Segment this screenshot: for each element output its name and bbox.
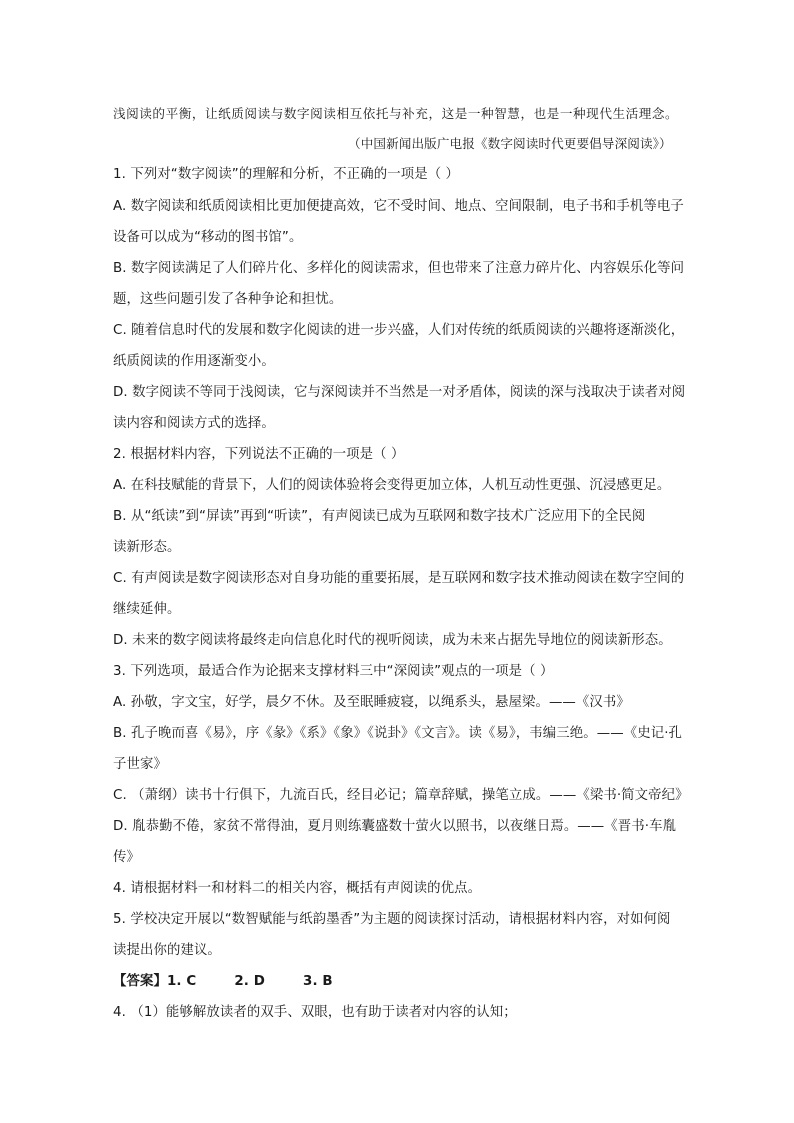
question-4-stem: 4. 请根据材料一和材料二的相关内容，概括有声阅读的优点。 <box>113 881 482 896</box>
question-3-option-d: D. 胤恭勤不倦，家贫不常得油，夏月则练囊盛数十萤火以照书，以夜继日焉。——《晋书·车胤 <box>113 819 677 834</box>
passage-last-line: 浅阅读的平衡，让纸质阅读与数字阅读相互依托与补充，这是一种智慧，也是一种现代生活理念。 <box>113 106 679 121</box>
question-1-option-d-cont: 读内容和阅读方式的选择。 <box>113 416 275 431</box>
passage-source: （中国新闻出版广电报《数字阅读时代更要倡导深阅读》） <box>348 136 672 151</box>
question-3-option-d-cont: 传》 <box>113 850 140 865</box>
question-3-stem: 3. 下列选项，最适合作为论据来支撑材料三中“深阅读”观点的一项是（ ） <box>113 664 554 679</box>
question-3-option-b: B. 孔子晚而喜《易》，序《彖》《系》《象》《说卦》《文言》。读《易》，韦编三绝。——《史记·孔 <box>113 726 683 741</box>
question-1-option-a-cont: 设备可以成为“移动的图书馆”。 <box>113 230 303 245</box>
answer-4-point-1: 4. （1）能够解放读者的双手、双眼，也有助于读者对内容的认知； <box>113 1005 517 1020</box>
question-2-option-c-cont: 继续延伸。 <box>113 602 181 617</box>
question-1-option-a: A. 数字阅读和纸质阅读相比更加便捷高效，它不受时间、地点、空间限制，电子书和手机等电子 <box>113 199 684 214</box>
question-2-option-d: D. 未来的数字阅读将最终走向信息化时代的视听阅读，成为未来占据先导地位的阅读新形态。 <box>113 633 672 648</box>
question-1-option-b: B. 数字阅读满足了人们碎片化、多样化的阅读需求，但也带来了注意力碎片化、内容娱乐化等问 <box>113 261 685 276</box>
answer-label: 【答案】 <box>113 974 167 989</box>
question-1-option-c-cont: 纸质阅读的作用逐渐变小。 <box>113 354 275 369</box>
question-2-option-c: C. 有声阅读是数字阅读形态对自身功能的重要拓展，是互联网和数字技术推动阅读在数字空间的 <box>113 571 685 586</box>
question-2-option-b-cont: 读新形态。 <box>113 540 181 555</box>
answer-line <box>113 972 333 992</box>
question-2-option-a: A. 在科技赋能的背景下，人们的阅读体验将会变得更加立体，人机互动性更强、沉浸感更足。 <box>113 478 671 493</box>
question-1-option-d: D. 数字阅读不等同于浅阅读，它与深阅读并不当然是一对矛盾体，阅读的深与浅取决于读者对阅 <box>113 385 686 400</box>
question-1-option-b-cont: 题，这些问题引发了各种争论和担忧。 <box>113 292 343 307</box>
question-5-stem: 5. 学校决定开展以“数智赋能与纸韵墨香”为主题的阅读探讨活动，请根据材料内容，对如何阅 <box>113 912 671 927</box>
question-2-option-b: B. 从“纸读”到“屏读”再到“听读”，有声阅读已成为互联网和数字技术广泛应用下的全民阅 <box>113 509 646 524</box>
question-1-option-c: C. 随着信息时代的发展和数字化阅读的进一步兴盛，人们对传统的纸质阅读的兴趣将逐渐淡化， <box>113 323 685 338</box>
question-1-stem: 1. 下列对“数字阅读”的理解和分析，不正确的一项是（ ） <box>113 167 460 182</box>
question-3-option-b-cont: 子世家》 <box>113 757 167 772</box>
answer-items: 1. C 2. D 3. B <box>166 974 333 989</box>
question-5-stem-cont: 读提出你的建议。 <box>113 943 221 958</box>
question-2-stem: 2. 根据材料内容，下列说法不正确的一项是（ ） <box>113 447 405 462</box>
question-3-option-c: C. （萧纲）读书十行俱下，九流百氏，经目必记；篇章辞赋，操笔立成。——《梁书·简文帝纪》 <box>113 788 689 803</box>
question-3-option-a: A. 孙敬，字文宝，好学，晨夕不休。及至眠睡疲寝，以绳系头，悬屋梁。——《汉书》 <box>113 695 630 710</box>
